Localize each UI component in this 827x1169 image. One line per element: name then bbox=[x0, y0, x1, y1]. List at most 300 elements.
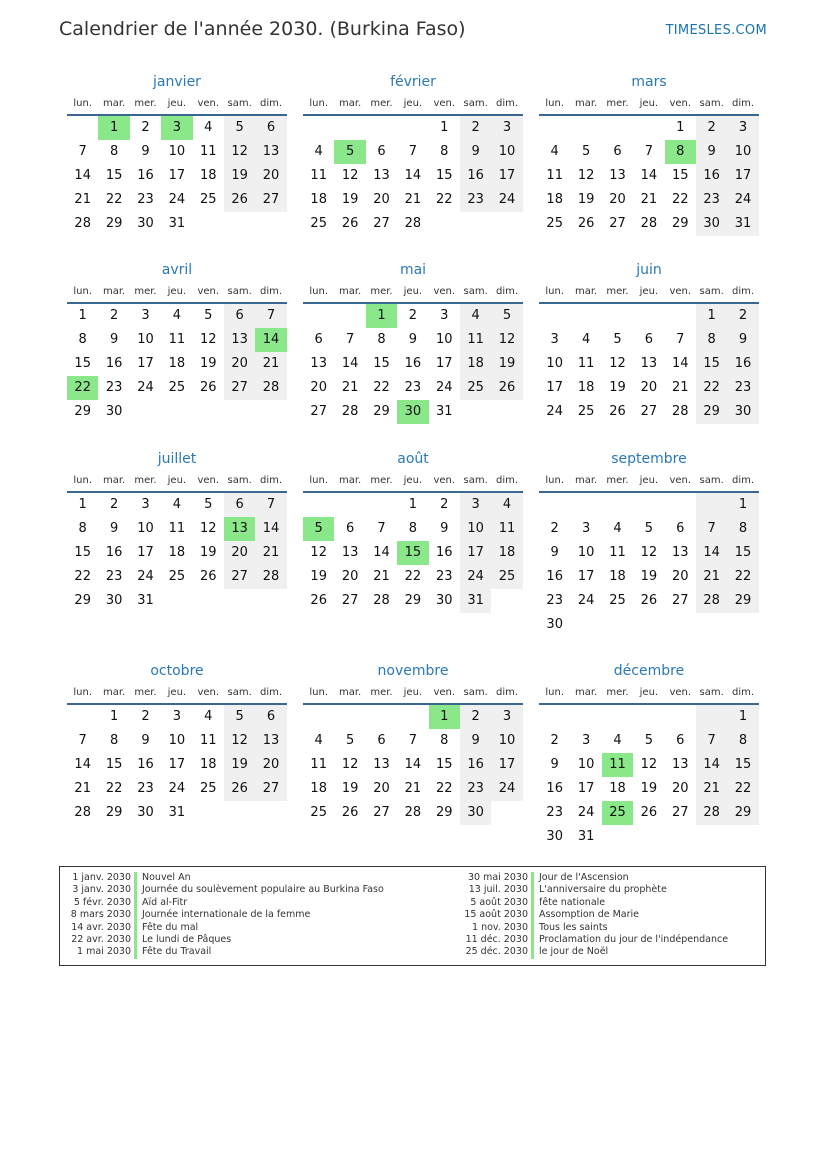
day-cell: 6 bbox=[255, 116, 286, 140]
day-grid bbox=[303, 116, 523, 236]
month-name: mars bbox=[631, 74, 667, 90]
empty-cell bbox=[696, 493, 727, 517]
day-cell: 24 bbox=[435, 380, 453, 395]
month-block bbox=[303, 260, 523, 424]
holiday-day-cell: 22 bbox=[67, 376, 98, 400]
day-cell: 13 bbox=[341, 545, 359, 560]
day-cell: 11 bbox=[168, 332, 186, 347]
month-name: avril bbox=[161, 262, 193, 278]
empty-cell bbox=[67, 116, 98, 140]
day-cell: 16 bbox=[696, 164, 727, 188]
day-cell: 25 bbox=[546, 216, 563, 231]
day-cell: 27 bbox=[255, 188, 286, 212]
day-cell: 26 bbox=[199, 380, 217, 395]
holiday-day-cell: 15 bbox=[397, 541, 428, 565]
weekday-label: sam. bbox=[699, 687, 724, 698]
weekday-header bbox=[67, 473, 287, 493]
day-cell: 11 bbox=[577, 356, 595, 371]
weekday-label: mer. bbox=[606, 475, 629, 486]
holiday-date: 1 janv. 2030 bbox=[72, 872, 131, 883]
holiday-marker bbox=[531, 909, 534, 921]
day-cell: 24 bbox=[491, 188, 522, 212]
holiday-day-cell: 1 bbox=[429, 705, 460, 729]
day-cell: 20 bbox=[373, 781, 390, 796]
weekday-label: ven. bbox=[433, 286, 456, 297]
day-cell: 28 bbox=[696, 589, 727, 613]
day-cell: 27 bbox=[310, 404, 327, 419]
empty-cell bbox=[633, 705, 664, 729]
holiday-day-cell: 5 bbox=[334, 140, 365, 164]
empty-cell bbox=[570, 493, 601, 517]
weekday-label: ven. bbox=[669, 286, 692, 297]
weekday-label: ven. bbox=[669, 687, 692, 698]
empty-cell bbox=[696, 705, 727, 729]
day-cell: 13 bbox=[671, 757, 689, 772]
day-cell: 11 bbox=[491, 517, 522, 541]
day-cell: 2 bbox=[550, 733, 559, 748]
day-cell: 17 bbox=[137, 356, 154, 371]
day-cell: 6 bbox=[676, 521, 685, 536]
empty-cell bbox=[397, 705, 428, 729]
weekday-label: mar. bbox=[102, 98, 126, 109]
day-cell: 5 bbox=[491, 304, 522, 328]
holiday-marker bbox=[531, 884, 534, 896]
empty-cell bbox=[539, 705, 570, 729]
day-cell: 11 bbox=[168, 521, 186, 536]
weekday-label: sam. bbox=[699, 286, 724, 297]
day-cell: 8 bbox=[377, 332, 386, 347]
holiday-date: 13 juil. 2030 bbox=[468, 884, 528, 896]
day-cell: 27 bbox=[224, 376, 255, 400]
day-cell: 14 bbox=[404, 168, 422, 183]
holiday-marker bbox=[134, 884, 137, 896]
weekday-label: dim. bbox=[260, 687, 283, 698]
day-cell: 31 bbox=[168, 805, 186, 820]
weekday-label: mer. bbox=[370, 687, 393, 698]
holiday-name: Jour de l'Ascension bbox=[539, 872, 629, 883]
day-cell: 16 bbox=[404, 356, 422, 371]
day-cell: 27 bbox=[609, 216, 626, 231]
weekday-label: mar. bbox=[574, 475, 598, 486]
legend-row bbox=[66, 909, 384, 921]
day-cell: 21 bbox=[341, 380, 359, 395]
weekday-header bbox=[539, 473, 759, 493]
day-cell: 2 bbox=[109, 308, 119, 323]
month-block bbox=[67, 661, 287, 825]
day-cell: 28 bbox=[696, 801, 727, 825]
weekday-label: sam. bbox=[699, 475, 724, 486]
empty-cell bbox=[366, 116, 397, 140]
weekday-header bbox=[539, 96, 759, 116]
day-cell: 26 bbox=[341, 805, 359, 820]
day-cell: 10 bbox=[546, 356, 563, 371]
day-cell: 20 bbox=[373, 192, 390, 207]
day-cell: 30 bbox=[696, 212, 727, 236]
empty-cell bbox=[602, 705, 633, 729]
day-cell: 7 bbox=[255, 493, 286, 517]
day-cell: 15 bbox=[696, 352, 727, 376]
holiday-day-cell: 25 bbox=[602, 801, 633, 825]
day-cell: 13 bbox=[373, 168, 390, 183]
day-cell: 3 bbox=[581, 733, 591, 748]
day-cell: 16 bbox=[105, 356, 123, 371]
day-cell: 16 bbox=[435, 545, 453, 560]
month-name: août bbox=[397, 451, 429, 467]
holiday-name: le jour de Noël bbox=[539, 946, 609, 958]
day-cell: 28 bbox=[255, 376, 286, 400]
holiday-marker bbox=[531, 922, 534, 934]
weekday-label: jeu. bbox=[167, 475, 187, 486]
month-name: décembre bbox=[613, 663, 685, 679]
day-cell: 19 bbox=[640, 569, 658, 584]
weekday-label: mer. bbox=[606, 98, 629, 109]
day-cell: 27 bbox=[671, 593, 689, 608]
legend-row bbox=[66, 946, 384, 958]
day-cell: 23 bbox=[435, 569, 453, 584]
day-cell: 24 bbox=[577, 593, 595, 608]
day-cell: 30 bbox=[546, 617, 563, 632]
day-cell: 8 bbox=[78, 521, 87, 536]
day-cell: 2 bbox=[696, 116, 727, 140]
weekday-label: mar. bbox=[574, 286, 598, 297]
day-cell: 4 bbox=[314, 144, 323, 159]
day-cell: 23 bbox=[404, 380, 422, 395]
day-cell: 24 bbox=[460, 565, 491, 589]
weekday-label: mer. bbox=[606, 286, 629, 297]
day-cell: 1 bbox=[676, 120, 685, 135]
empty-cell bbox=[366, 705, 397, 729]
day-cell: 18 bbox=[168, 545, 186, 560]
holiday-name: Fête du mal bbox=[142, 921, 199, 933]
day-cell: 13 bbox=[373, 757, 390, 772]
day-cell: 9 bbox=[440, 521, 449, 536]
day-cell: 7 bbox=[408, 733, 417, 748]
month-name: septembre bbox=[611, 451, 687, 467]
brand-link[interactable]: TIMESLES.COM bbox=[665, 23, 767, 38]
holiday-name: Assomption de Marie bbox=[539, 909, 640, 921]
weekday-label: jeu. bbox=[639, 475, 659, 486]
day-cell: 23 bbox=[727, 376, 758, 400]
day-cell: 18 bbox=[609, 569, 626, 584]
day-cell: 10 bbox=[460, 517, 491, 541]
day-cell: 12 bbox=[491, 328, 522, 352]
weekday-label: sam. bbox=[227, 475, 252, 486]
empty-cell bbox=[602, 304, 633, 328]
weekday-label: mer. bbox=[606, 687, 629, 698]
day-cell: 21 bbox=[255, 541, 286, 565]
day-cell: 7 bbox=[255, 304, 286, 328]
day-cell: 15 bbox=[74, 356, 91, 371]
day-cell: 2 bbox=[440, 497, 449, 512]
day-cell: 8 bbox=[440, 144, 449, 159]
day-cell: 21 bbox=[640, 192, 658, 207]
day-cell: 26 bbox=[224, 777, 255, 801]
weekday-label: lun. bbox=[73, 286, 93, 297]
holiday-date: 14 avr. 2030 bbox=[71, 921, 131, 933]
day-cell: 8 bbox=[696, 328, 727, 352]
day-cell: 29 bbox=[404, 593, 422, 608]
empty-cell bbox=[334, 304, 365, 328]
month-name: octobre bbox=[150, 663, 204, 679]
day-cell: 12 bbox=[341, 168, 359, 183]
day-cell: 14 bbox=[696, 541, 727, 565]
day-cell: 23 bbox=[546, 805, 563, 820]
day-cell: 17 bbox=[727, 164, 758, 188]
empty-cell bbox=[602, 493, 633, 517]
day-cell: 23 bbox=[137, 192, 154, 207]
day-cell: 4 bbox=[172, 497, 181, 512]
day-cell: 16 bbox=[727, 352, 758, 376]
weekday-label: sam. bbox=[463, 687, 488, 698]
weekday-label: lun. bbox=[309, 98, 329, 109]
day-cell: 1 bbox=[727, 705, 758, 729]
holiday-name: L'anniversaire du prophète bbox=[539, 884, 667, 896]
day-cell: 16 bbox=[546, 781, 563, 796]
weekday-label: sam. bbox=[463, 475, 488, 486]
day-cell: 22 bbox=[435, 192, 453, 207]
day-cell: 22 bbox=[74, 569, 91, 584]
day-cell: 15 bbox=[105, 168, 123, 183]
empty-cell bbox=[303, 304, 334, 328]
day-grid bbox=[303, 493, 523, 613]
day-cell: 13 bbox=[255, 729, 286, 753]
day-cell: 8 bbox=[78, 332, 87, 347]
day-cell: 18 bbox=[491, 541, 522, 565]
holiday-name: Journée internationale de la femme bbox=[142, 909, 311, 921]
day-cell: 5 bbox=[613, 332, 622, 347]
day-cell: 22 bbox=[727, 565, 758, 589]
day-cell: 25 bbox=[168, 569, 186, 584]
day-cell: 23 bbox=[696, 188, 727, 212]
day-cell: 25 bbox=[310, 805, 327, 820]
day-cell: 26 bbox=[310, 593, 327, 608]
empty-cell bbox=[303, 705, 334, 729]
weekday-label: sam. bbox=[227, 286, 252, 297]
weekday-label: mer. bbox=[370, 475, 393, 486]
holiday-date: 22 avr. 2030 bbox=[71, 933, 131, 945]
day-cell: 10 bbox=[137, 332, 154, 347]
empty-cell bbox=[665, 705, 696, 729]
day-cell: 21 bbox=[255, 352, 286, 376]
day-cell: 6 bbox=[676, 733, 685, 748]
day-grid bbox=[67, 304, 287, 424]
day-cell: 19 bbox=[491, 352, 522, 376]
weekday-label: dim. bbox=[496, 475, 519, 486]
day-cell: 4 bbox=[581, 332, 591, 347]
day-cell: 16 bbox=[460, 164, 491, 188]
holiday-day-cell: 1 bbox=[366, 304, 397, 328]
day-cell: 17 bbox=[435, 356, 453, 371]
day-cell: 9 bbox=[550, 757, 559, 772]
day-grid bbox=[539, 304, 759, 424]
day-cell: 9 bbox=[696, 140, 727, 164]
day-cell: 26 bbox=[609, 404, 626, 419]
holiday-marker bbox=[134, 934, 137, 946]
holiday-name: Le lundi de Pâques bbox=[142, 933, 232, 945]
weekday-label: jeu. bbox=[639, 286, 659, 297]
weekday-label: sam. bbox=[463, 286, 488, 297]
day-cell: 6 bbox=[377, 144, 386, 159]
day-cell: 20 bbox=[310, 380, 327, 395]
holiday-day-cell: 5 bbox=[303, 517, 334, 541]
weekday-header bbox=[67, 96, 287, 116]
day-cell: 23 bbox=[137, 781, 154, 796]
weekday-label: jeu. bbox=[639, 98, 659, 109]
day-cell: 5 bbox=[345, 733, 355, 748]
day-cell: 24 bbox=[168, 781, 186, 796]
day-cell: 6 bbox=[224, 493, 255, 517]
weekday-label: mar. bbox=[338, 687, 362, 698]
day-cell: 19 bbox=[199, 356, 217, 371]
day-cell: 28 bbox=[255, 565, 286, 589]
empty-cell bbox=[570, 116, 601, 140]
day-cell: 25 bbox=[199, 781, 217, 796]
day-cell: 18 bbox=[577, 380, 595, 395]
day-cell: 3 bbox=[550, 332, 559, 347]
day-cell: 30 bbox=[727, 400, 758, 424]
day-cell: 9 bbox=[408, 332, 417, 347]
holiday-day-cell: 1 bbox=[98, 116, 129, 140]
day-cell: 26 bbox=[640, 805, 658, 820]
day-cell: 22 bbox=[105, 781, 123, 796]
day-cell: 17 bbox=[168, 757, 186, 772]
day-cell: 14 bbox=[404, 757, 422, 772]
weekday-label: lun. bbox=[545, 475, 565, 486]
holiday-date: 5 août 2030 bbox=[470, 896, 528, 908]
legend-row bbox=[66, 884, 384, 896]
day-cell: 25 bbox=[609, 593, 626, 608]
day-cell: 7 bbox=[644, 144, 653, 159]
day-cell: 2 bbox=[141, 120, 150, 135]
day-cell: 11 bbox=[310, 757, 327, 772]
day-cell: 24 bbox=[137, 380, 154, 395]
day-cell: 17 bbox=[546, 380, 563, 395]
day-cell: 30 bbox=[137, 805, 154, 820]
day-cell: 27 bbox=[341, 593, 359, 608]
day-cell: 9 bbox=[727, 328, 758, 352]
day-cell: 4 bbox=[204, 120, 213, 135]
day-cell: 13 bbox=[671, 545, 689, 560]
day-cell: 1 bbox=[408, 497, 417, 512]
holiday-marker bbox=[134, 897, 137, 909]
weekday-header bbox=[67, 685, 287, 705]
holiday-date: 25 déc. 2030 bbox=[465, 946, 528, 958]
day-cell: 10 bbox=[577, 545, 595, 560]
day-cell: 15 bbox=[727, 541, 758, 565]
day-cell: 21 bbox=[404, 192, 422, 207]
holiday-marker bbox=[134, 946, 137, 958]
day-cell: 4 bbox=[204, 709, 213, 724]
day-cell: 15 bbox=[435, 757, 453, 772]
day-cell: 28 bbox=[671, 404, 689, 419]
day-cell: 9 bbox=[141, 144, 150, 159]
weekday-header bbox=[67, 284, 287, 304]
day-cell: 30 bbox=[546, 829, 563, 844]
day-cell: 1 bbox=[696, 304, 727, 328]
month-block bbox=[303, 661, 523, 825]
day-cell: 4 bbox=[314, 733, 323, 748]
legend-row bbox=[433, 872, 728, 884]
day-cell: 18 bbox=[199, 168, 217, 183]
day-cell: 25 bbox=[199, 192, 217, 207]
day-cell: 20 bbox=[671, 781, 689, 796]
day-cell: 29 bbox=[671, 216, 689, 231]
day-cell: 22 bbox=[696, 376, 727, 400]
weekday-label: lun. bbox=[73, 475, 93, 486]
day-cell: 11 bbox=[609, 545, 626, 560]
day-cell: 25 bbox=[460, 376, 491, 400]
holiday-date: 8 mars 2030 bbox=[70, 909, 131, 921]
day-cell: 6 bbox=[613, 144, 622, 159]
day-cell: 3 bbox=[141, 497, 150, 512]
day-cell: 5 bbox=[581, 144, 591, 159]
weekday-label: mar. bbox=[338, 475, 362, 486]
day-cell: 22 bbox=[404, 569, 422, 584]
weekday-label: jeu. bbox=[167, 286, 187, 297]
weekday-header bbox=[303, 284, 523, 304]
day-cell: 10 bbox=[168, 733, 186, 748]
month-block bbox=[303, 72, 523, 236]
weekday-label: jeu. bbox=[403, 687, 423, 698]
weekday-header bbox=[303, 96, 523, 116]
empty-cell bbox=[334, 116, 365, 140]
month-name: janvier bbox=[153, 74, 201, 90]
month-block bbox=[539, 260, 759, 424]
day-cell: 19 bbox=[199, 545, 217, 560]
holiday-day-cell: 30 bbox=[397, 400, 428, 424]
day-cell: 27 bbox=[255, 777, 286, 801]
day-cell: 19 bbox=[310, 569, 327, 584]
day-grid bbox=[539, 116, 759, 236]
page-title: Calendrier de l'année 2030. (Burkina Faso) bbox=[59, 18, 466, 40]
holiday-name: Fête du Travail bbox=[142, 946, 212, 958]
holiday-date: 11 déc. 2030 bbox=[465, 933, 528, 945]
day-cell: 12 bbox=[640, 757, 658, 772]
holiday-marker bbox=[531, 946, 534, 958]
month-name: mai bbox=[399, 262, 427, 278]
day-cell: 8 bbox=[727, 517, 758, 541]
day-cell: 19 bbox=[224, 753, 255, 777]
day-cell: 12 bbox=[224, 140, 255, 164]
day-cell: 15 bbox=[373, 356, 390, 371]
day-cell: 24 bbox=[168, 192, 186, 207]
weekday-label: dim. bbox=[732, 475, 755, 486]
day-cell: 17 bbox=[577, 569, 595, 584]
day-cell: 19 bbox=[224, 164, 255, 188]
empty-cell bbox=[303, 116, 334, 140]
holiday-date: 1 nov. 2030 bbox=[472, 921, 528, 933]
day-cell: 24 bbox=[137, 569, 154, 584]
empty-cell bbox=[633, 304, 664, 328]
day-cell: 15 bbox=[105, 757, 123, 772]
day-cell: 13 bbox=[640, 356, 658, 371]
holiday-day-cell: 3 bbox=[161, 116, 192, 140]
day-cell: 29 bbox=[105, 216, 123, 231]
day-cell: 17 bbox=[491, 164, 522, 188]
day-cell: 6 bbox=[345, 521, 355, 536]
day-cell: 9 bbox=[550, 545, 559, 560]
weekday-label: lun. bbox=[545, 687, 565, 698]
holiday-marker bbox=[134, 872, 137, 884]
day-cell: 3 bbox=[440, 308, 449, 323]
day-cell: 29 bbox=[727, 801, 758, 825]
day-cell: 31 bbox=[168, 216, 186, 231]
day-cell: 7 bbox=[345, 332, 355, 347]
weekday-label: dim. bbox=[732, 687, 755, 698]
day-cell: 9 bbox=[460, 140, 491, 164]
weekday-header bbox=[303, 473, 523, 493]
day-cell: 11 bbox=[199, 144, 217, 159]
